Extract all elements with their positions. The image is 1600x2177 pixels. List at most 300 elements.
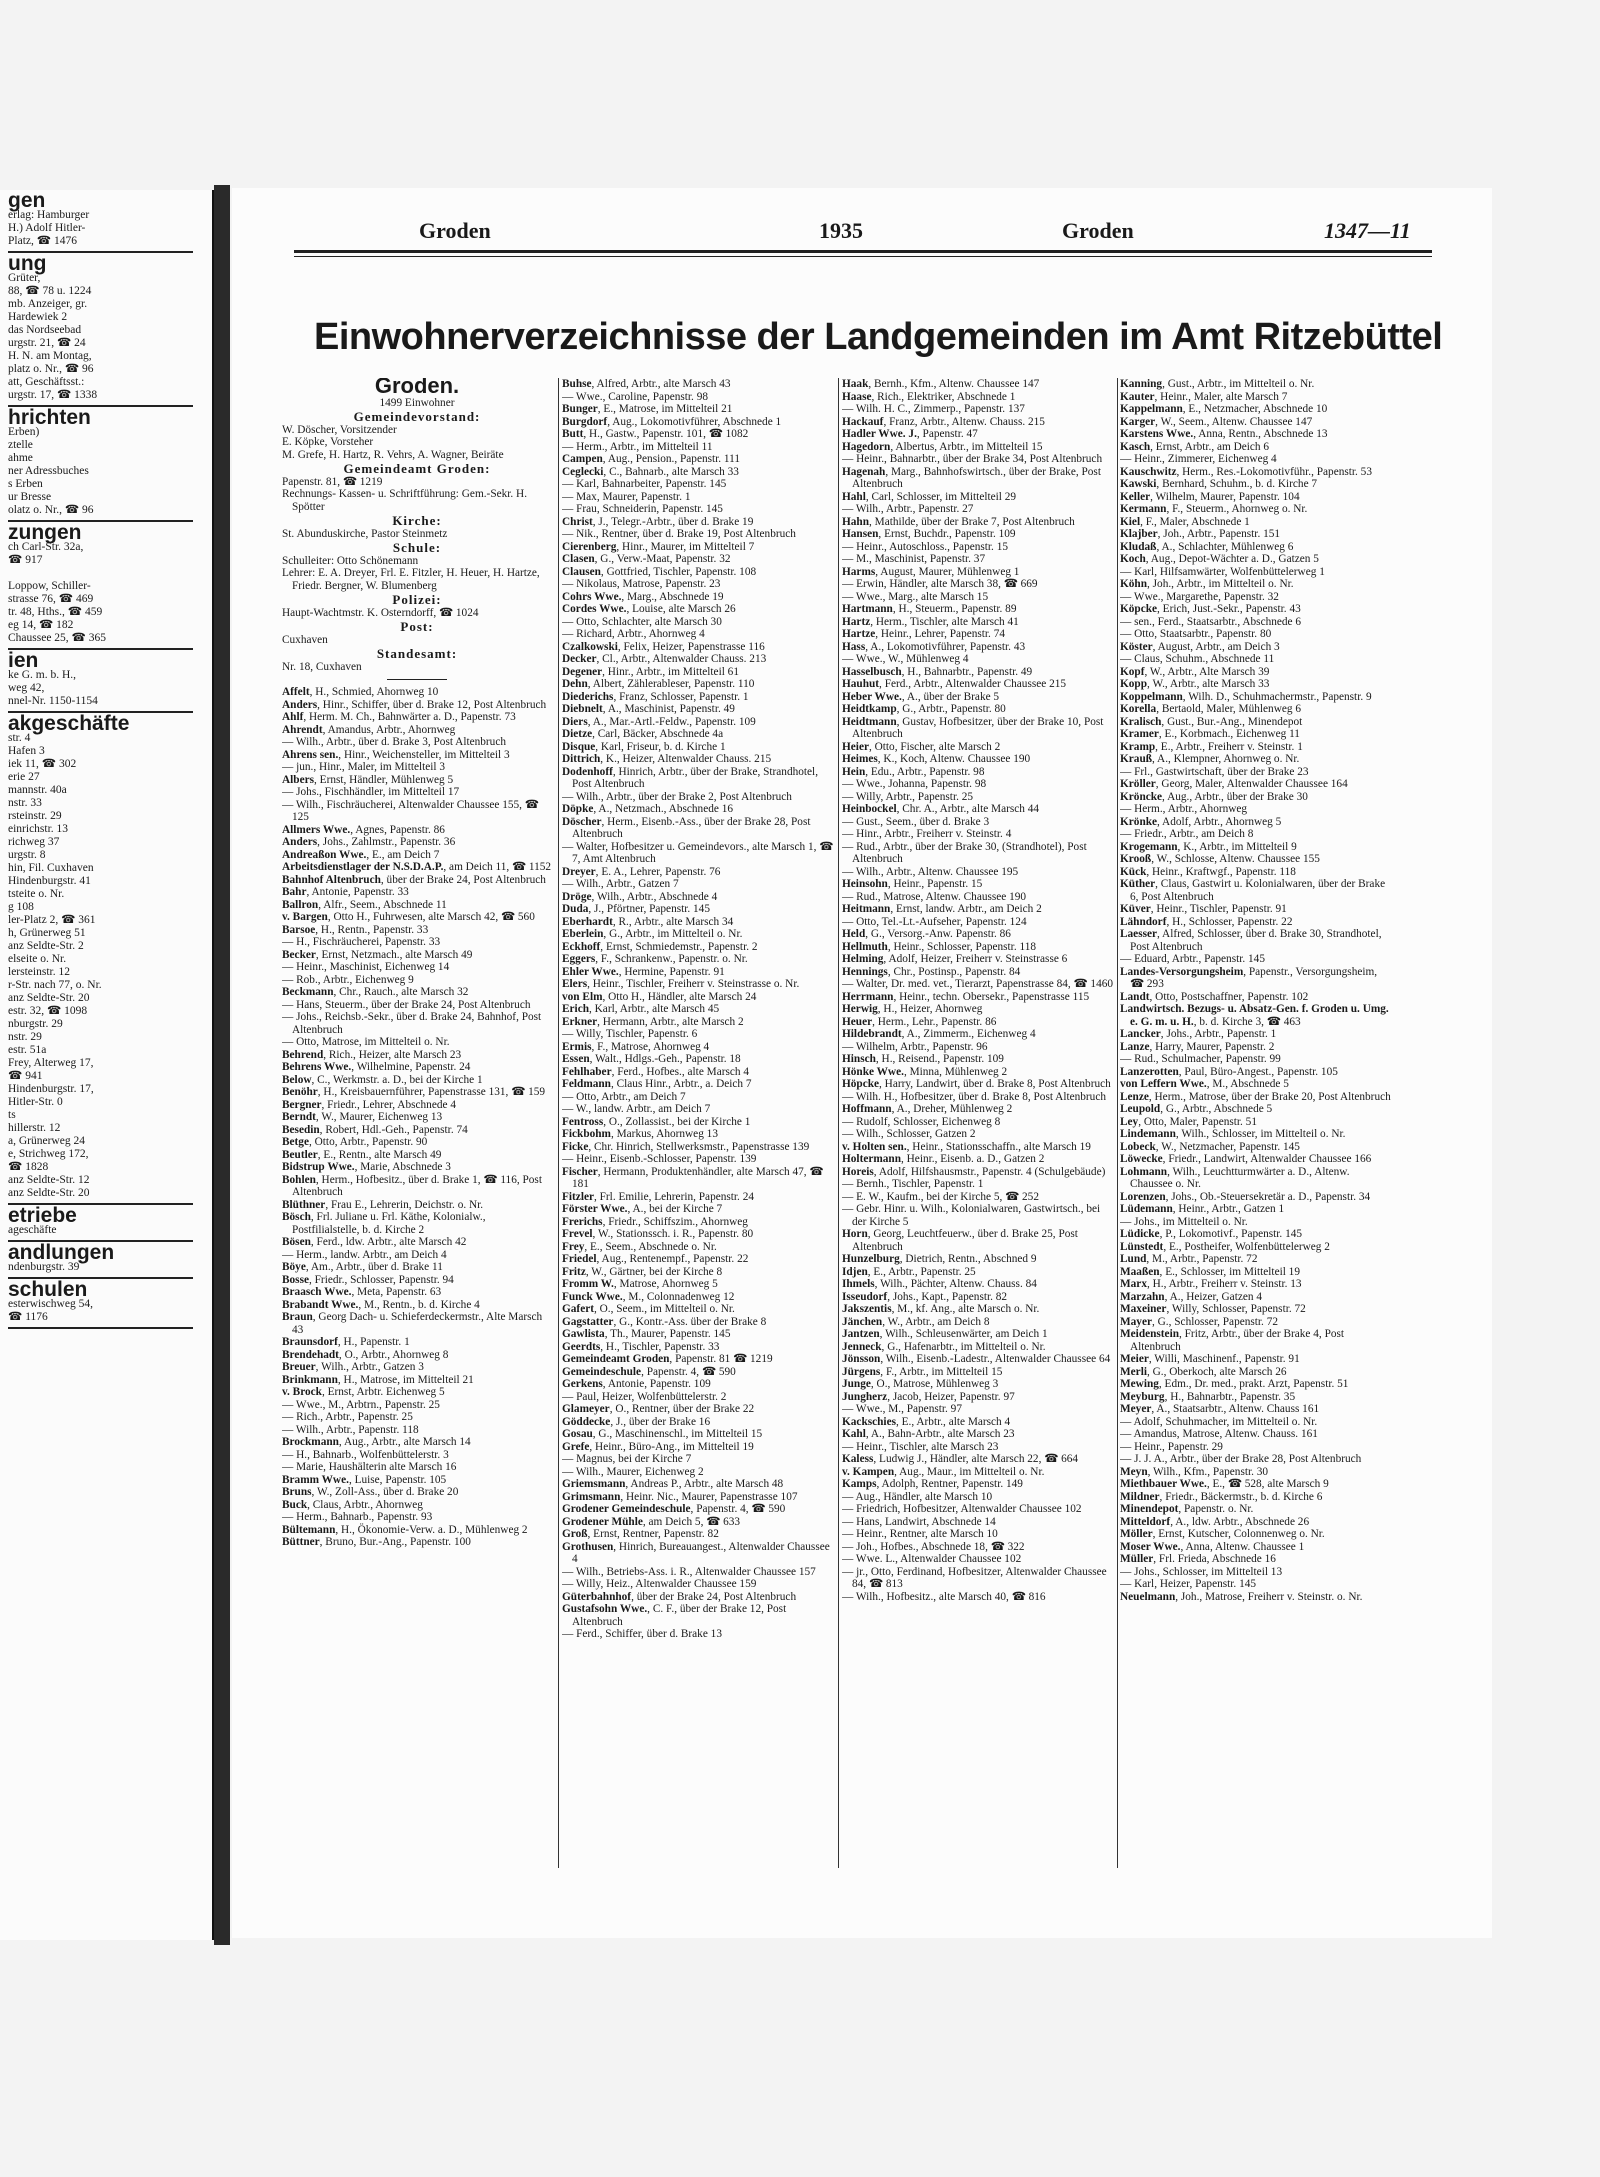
directory-entry: Leupold, G., Arbtr., Abschnede 5 xyxy=(1120,1103,1273,1115)
left-line: urgstr. 17, ☎ 1338 xyxy=(8,389,98,401)
directory-entry: — Otto, Staatsarbtr., Papenstr. 80 xyxy=(1120,628,1272,640)
directory-entry: Bramm Wwe., Luise, Papenstr. 105 xyxy=(282,1473,447,1486)
directory-entry: Lohmann, Wilh., Leuchtturmwärter a. D., Altenw. Chaussee o. Nr. xyxy=(1120,1165,1350,1190)
column-3 xyxy=(842,378,1114,1858)
info-line: Rechnungs- Kassen- u. Schriftführung: Gem.-Sekr. H. Spötter xyxy=(282,488,528,513)
directory-entry: Hadler Wwe. J., Papenstr. 47 xyxy=(842,428,978,440)
directory-entry: — Heinr., Papenstr. 29 xyxy=(1120,1440,1223,1453)
directory-entry: — Wilh., Arbtr., über d. Brake 3, Post Altenbruch xyxy=(282,736,506,748)
directory-entry: Marx, H., Arbtr., Freiherr v. Steinstr. 13 xyxy=(1120,1278,1302,1290)
directory-entry: Klajber, Joh., Arbtr., Papenstr. 151 xyxy=(1120,528,1281,540)
directory-entry: Hass, A., Lokomotivführer, Papenstr. 43 xyxy=(842,640,1026,653)
directory-entry: Albers, Ernst, Händler, Mühlenweg 5 xyxy=(282,773,454,786)
directory-entry: Fickbohm, Markus, Ahornweg 13 xyxy=(562,1128,718,1140)
directory-entry: Lanze, Harry, Maurer, Papenstr. 2 xyxy=(1120,1040,1275,1053)
directory-entry: — Wilh., Arbtr., Gatzen 7 xyxy=(562,878,679,890)
directory-entry: — J. J. A., Arbtr., über der Brake 28, Post Altenbruch xyxy=(1120,1453,1362,1465)
directory-entry: — Frau, Schneiderin, Papenstr. 145 xyxy=(562,503,723,515)
directory-entry: Krogemann, K., Arbtr., im Mittelteil 9 xyxy=(1120,840,1297,853)
directory-entry: — E. W., Kaufm., bei der Kirche 5, ☎ 252 xyxy=(842,1190,1039,1203)
left-line: erie 27 xyxy=(8,771,40,783)
directory-entry: Buhse, Alfred, Arbtr., alte Marsch 43 xyxy=(562,378,731,390)
directory-entry: Moser Wwe., Anna, Altenw. Chaussee 1 xyxy=(1120,1540,1305,1553)
directory-entry: Dreyer, E. A., Lehrer, Papenstr. 76 xyxy=(562,865,721,878)
directory-entry: — jun., Hinr., Maler, im Mittelteil 3 xyxy=(282,761,446,773)
office-title: Gemeindeamt Groden: xyxy=(343,461,491,476)
left-line: Hardewiek 2 xyxy=(8,311,68,323)
directory-entry: — H., Bahnarb., Wolfenbüttelerstr. 3 xyxy=(282,1448,449,1461)
directory-entry: — Wwe., W., Mühlenweg 4 xyxy=(842,653,969,665)
directory-entry: — Richard, Arbtr., Ahornweg 4 xyxy=(562,628,705,640)
left-line: nstr. 29 xyxy=(8,1031,42,1043)
directory-entry: Ballron, Alfr., Seem., Abschnede 11 xyxy=(282,898,447,911)
left-line: str. 4 xyxy=(8,732,31,744)
directory-entry: Karstens Wwe., Anna, Rentn., Abschnede 13 xyxy=(1120,428,1328,440)
directory-entry: — Karl, Hilfsamwärter, Wolfenbüttelerweg 1 xyxy=(1120,565,1325,578)
directory-entry: Breuer, Wilh., Arbtr., Gatzen 3 xyxy=(282,1361,424,1373)
directory-entry: Kasch, Ernst, Arbtr., am Deich 6 xyxy=(1120,440,1270,453)
left-line: ndenburgstr. 39 xyxy=(8,1261,80,1273)
separator-rule xyxy=(387,679,447,680)
left-line: hillerstr. 12 xyxy=(8,1122,61,1134)
directory-entry: Neuelmann, Joh., Matrose, Freiherr v. Steinstr. o. Nr. xyxy=(1120,1590,1363,1603)
header-right: Groden xyxy=(1062,218,1134,243)
directory-entry: Braunsdorf, H., Papenstr. 1 xyxy=(282,1336,410,1348)
directory-entry: Funck Wwe., M., Colonnadenweg 12 xyxy=(562,1290,735,1303)
directory-entry: Lüdicke, P., Lokomotivf., Papenstr. 145 xyxy=(1120,1228,1303,1240)
directory-entry: Küver, Heinr., Tischler, Papenstr. 91 xyxy=(1120,903,1287,915)
directory-entry: Brendehadt, O., Arbtr., Ahornweg 8 xyxy=(282,1348,449,1361)
directory-entry: Landt, Otto, Postschaffner, Papenstr. 102 xyxy=(1120,990,1309,1003)
directory-entry: Bösch, Frl. Juliane u. Frl. Käthe, Kolonialw., Postfilialstelle, b. d. Kirche 2 xyxy=(282,1211,486,1236)
directory-entry: — Joh., Hofbes., Abschnede 18, ☎ 322 xyxy=(842,1540,1025,1553)
directory-entry: Arbeitsdienstlager der N.S.D.A.P., am Deich 11, ☎ 1152 xyxy=(282,861,552,873)
directory-entry: Barsoe, H., Rentn., Papenstr. 33 xyxy=(282,923,429,936)
directory-entry: Bergner, Friedr., Lehrer, Abschnede 4 xyxy=(282,1098,456,1111)
directory-entry: Affelt, H., Schmied, Ahornweg 10 xyxy=(282,686,439,698)
directory-entry: Hagenah, Marg., Bahnhofswirtsch., über der Brake, Post Altenbruch xyxy=(842,465,1101,490)
section-heading: Groden. xyxy=(374,378,460,398)
directory-entry: Betge, Otto, Arbtr., Papenstr. 90 xyxy=(282,1136,428,1148)
directory-entry: Benöhr, H., Kreisbauernführer, Papenstrasse 131, ☎ 159 xyxy=(282,1086,546,1098)
left-line: Platz, ☎ 1476 xyxy=(8,235,77,247)
directory-entry: — Otto, Tel.-Lt.-Aufseher, Papenstr. 124 xyxy=(842,915,1027,928)
directory-entry: Erkner, Hermann, Arbtr., alte Marsch 2 xyxy=(562,1015,744,1028)
directory-entry: Brinkmann, H., Matrose, im Mittelteil 21 xyxy=(282,1373,474,1386)
directory-entry: Minendepot, Papenstr. o. Nr. xyxy=(1120,1503,1254,1515)
directory-entry: Junge, O., Matrose, Mühlenweg 3 xyxy=(842,1378,999,1390)
directory-entry: Heinbockel, Chr. A., Arbtr., alte Marsch 44 xyxy=(842,803,1040,815)
directory-entry: Fentross, O., Zollassist., bei der Kirche 1 xyxy=(562,1115,751,1128)
directory-entry: Isseudorf, Johs., Kapt., Papenstr. 82 xyxy=(842,1290,1008,1303)
left-line: ☎ 1176 xyxy=(8,1311,48,1323)
directory-entry: Disque, Karl, Friseur, b. d. Kirche 1 xyxy=(562,740,726,753)
left-line: ageschäfte xyxy=(8,1224,57,1236)
directory-entry: Decker, Cl., Arbtr., Altenwalder Chauss. 213 xyxy=(562,653,767,665)
directory-entry: Gerkens, Antonie, Papenstr. 109 xyxy=(562,1378,711,1390)
directory-entry: — W., landw. Arbtr., am Deich 7 xyxy=(562,1103,711,1115)
directory-entry: — Willy, Heiz., Altenwalder Chaussee 159 xyxy=(562,1578,757,1590)
directory-entry: Lorenzen, Johs., Ob.-Steuersekretär a. D., Papenstr. 34 xyxy=(1120,1190,1371,1203)
column-2 xyxy=(562,378,834,1858)
left-heading: etriebe xyxy=(8,1204,77,1227)
directory-entry: Friedel, Aug., Rentenempf., Papenstr. 22 xyxy=(562,1253,749,1265)
directory-entry: Lähndorf, H., Schlosser, Papenstr. 22 xyxy=(1120,915,1293,928)
directory-entry: Horeis, Adolf, Hilfshausmstr., Papenstr. 4 (Schulgebäude) xyxy=(842,1165,1106,1178)
directory-entry: — Marie, Haushälterin alte Marsch 16 xyxy=(282,1461,457,1473)
directory-entry: — Karl, Heizer, Papenstr. 145 xyxy=(1120,1578,1257,1590)
directory-entry: Jürgens, F., Arbtr., im Mittelteil 15 xyxy=(842,1365,1003,1378)
directory-entry: — Claus, Schuhm., Abschnede 11 xyxy=(1120,653,1275,665)
directory-entry: — Eduard, Arbtr., Papenstr. 145 xyxy=(1120,953,1265,965)
directory-entry: — Heinr., Maschinist, Eichenweg 14 xyxy=(282,961,450,973)
directory-entry: Dröge, Wilh., Arbtr., Abschnede 4 xyxy=(562,890,718,903)
directory-entry: — Wwe., Caroline, Papenstr. 98 xyxy=(562,390,708,403)
directory-entry: — Gebr. Hinr. u. Wilh., Kolonialwaren, Gastwirtsch., bei der Kirche 5 xyxy=(842,1203,1101,1228)
directory-entry: Kermann, F., Steuerm., Ahornweg o. Nr. xyxy=(1120,503,1308,515)
directory-entry: Güterbahnhof, über der Brake 24, Post Altenbruch xyxy=(562,1590,797,1603)
directory-entry: Mewing, Edm., Dr. med., prakt. Arzt, Papenstr. 51 xyxy=(1120,1378,1349,1390)
directory-entry: Heinsohn, Heinr., Papenstr. 15 xyxy=(842,878,983,890)
directory-entry: Bidstrup Wwe., Marie, Abschnede 3 xyxy=(282,1161,451,1173)
left-line: urgstr. 21, ☎ 24 xyxy=(8,337,86,349)
directory-entry: — M., Maschinist, Papenstr. 37 xyxy=(842,553,986,565)
left-line: Hindenburgstr. 41 xyxy=(8,875,91,887)
left-heading: gen xyxy=(8,190,46,212)
directory-entry: — Wilh. H., Hofbesitzer, über d. Brake 8, Post Altenbruch xyxy=(842,1090,1106,1103)
directory-entry: — Wilh., Arbtr., Papenstr. 118 xyxy=(282,1423,419,1436)
directory-entry: Allmers Wwe., Agnes, Papenstr. 86 xyxy=(282,823,445,836)
directory-entry: Gafert, O., Seem., im Mittelteil o. Nr. xyxy=(562,1303,735,1315)
info-line: M. Grefe, H. Hartz, R. Vehrs, A. Wagner, Beiräte xyxy=(282,448,504,461)
directory-entry: Eberlein, G., Arbtr., im Mittelteil o. Nr. xyxy=(562,928,743,940)
directory-entry: Bruns, W., Zoll-Ass., über d. Brake 20 xyxy=(282,1486,459,1498)
directory-entry: Andreaßon Wwe., E., am Deich 7 xyxy=(282,848,440,861)
directory-entry: Lünstedt, E., Postheifer, Wolfenbüttelerweg 2 xyxy=(1120,1240,1330,1253)
directory-entry: Feldmann, Claus Hinr., Arbtr., a. Deich 7 xyxy=(562,1078,752,1090)
header-left: Groden xyxy=(419,218,491,243)
page-title: Einwohnerverzeichnisse der Landgemeinden im Amt Ritzebüttel xyxy=(314,316,1443,358)
directory-entry: Besedin, Robert, Hdl.-Geh., Papenstr. 74 xyxy=(282,1123,468,1136)
left-line: estr. 32, ☎ 1098 xyxy=(8,1005,88,1017)
left-line: strasse 76, ☎ 469 xyxy=(8,593,94,605)
directory-entry: Clasen, G., Verw.-Maat, Papenstr. 32 xyxy=(562,553,731,565)
left-line: das Nordseebad xyxy=(8,324,82,336)
directory-entry: — Johs., im Mittelteil o. Nr. xyxy=(1120,1215,1248,1228)
left-line: anz Seldte-Str. 20 xyxy=(8,1187,90,1199)
left-line: einrichstr. 13 xyxy=(8,823,69,835)
directory-entry: — Heinr., Rentner, alte Marsch 10 xyxy=(842,1528,998,1540)
directory-entry: Gagstatter, G., Kontr.-Ass. über der Brake 8 xyxy=(562,1315,767,1328)
directory-entry: — Hans, Steuerm., über der Brake 24, Post Altenbruch xyxy=(282,998,531,1011)
directory-entry: Döscher, Herm., Eisenb.-Ass., über der Brake 28, Post Altenbruch xyxy=(562,815,811,840)
directory-entry: Fehlhaber, Ferd., Hofbes., alte Marsch 4 xyxy=(562,1065,750,1078)
page-number: 1347—11 xyxy=(1324,218,1411,243)
left-line: estr. 51a xyxy=(8,1044,47,1056)
left-heading: akgeschäfte xyxy=(8,712,130,735)
directory-entry: Kramp, E., Arbtr., Freiherr v. Steinstr. 1 xyxy=(1120,740,1303,753)
police-lines xyxy=(282,607,552,620)
info-line: Papenstr. 81, ☎ 1219 xyxy=(282,475,383,488)
directory-entry: Gosau, G., Maschinenschl., im Mittelteil 15 xyxy=(562,1428,763,1440)
book-gutter xyxy=(214,185,230,1945)
directory-entry: von Leffern Wwe., M., Abschnede 5 xyxy=(1120,1078,1289,1090)
info-line: W. Döscher, Vorsitzender xyxy=(282,423,397,436)
directory-entry: — Heinr., Autoschloss., Papenstr. 15 xyxy=(842,540,1008,553)
left-line: h, Grünerweg 51 xyxy=(8,927,86,939)
directory-entry: Hinsch, H., Reisend., Papenstr. 109 xyxy=(842,1053,1004,1065)
directory-entry: Bohlen, Herm., Hofbesitz., über d. Brake 1, ☎ 116, Post Altenbruch xyxy=(282,1173,542,1198)
left-line: ner Adressbuches xyxy=(8,465,89,477)
directory-entry: — Gust., Seem., über d. Brake 3 xyxy=(842,815,990,828)
directory-entry: Bahnhof Altenbruch, über der Brake 24, Post Altenbruch xyxy=(282,873,546,886)
left-heading: zungen xyxy=(8,521,82,544)
directory-entry: Laesser, Alfred, Schlosser, über d. Brake 30, Strandhotel, Post Altenbruch xyxy=(1120,928,1382,953)
directory-entry: Kralisch, Gust., Bur.-Ang., Minendepot xyxy=(1120,715,1303,728)
left-line: elseite o. Nr. xyxy=(8,953,67,965)
office-lines xyxy=(282,476,552,514)
left-line: ur Bresse xyxy=(8,491,52,503)
directory-entry: Kackschies, E., Arbtr., alte Marsch 4 xyxy=(842,1415,1011,1428)
directory-entry: Hartze, Heinr., Lehrer, Papenstr. 74 xyxy=(842,628,1005,640)
directory-entry: — Adolf, Schuhmacher, im Mittelteil o. Nr. xyxy=(1120,1415,1318,1428)
left-line: ahme xyxy=(8,452,33,464)
directory-entry: Hein, Edu., Arbtr., Papenstr. 98 xyxy=(842,765,985,778)
directory-entry: — Wilh., Maurer, Eichenweg 2 xyxy=(562,1465,704,1478)
directory-entry: Brockmann, Aug., Arbtr., alte Marsch 14 xyxy=(282,1436,471,1448)
directory-entry: Hunzelburg, Dietrich, Rentn., Abschned 9 xyxy=(842,1253,1037,1265)
directory-entry: Kauschwitz, Herm., Res.-Lokomotivführ., Papenstr. 53 xyxy=(1120,465,1372,478)
left-line: ☎ 1828 xyxy=(8,1161,49,1173)
directory-entry: Becker, Ernst, Netzmach., alte Marsch 49 xyxy=(282,948,473,961)
directory-entry: Campen, Aug., Pension., Papenstr. 111 xyxy=(562,453,741,465)
info-line: Haupt-Wachtmstr. K. Osterndorff, ☎ 1024 xyxy=(282,606,479,619)
left-line: rsteinstr. 29 xyxy=(8,810,62,822)
left-line: ts xyxy=(8,1109,16,1121)
directory-entry: Harms, August, Maurer, Mühlenweg 1 xyxy=(842,565,1020,578)
left-line: olatz o. Nr., ☎ 96 xyxy=(8,504,94,516)
directory-entry: Meier, Willi, Maschinenf., Papenstr. 91 xyxy=(1120,1353,1300,1365)
directory-entry: — Wwe., M., Arbtrn., Papenstr. 25 xyxy=(282,1398,440,1411)
directory-entry: Göddecke, J., über der Brake 16 xyxy=(562,1415,711,1428)
directory-entry: Hahl, Carl, Schlosser, im Mittelteil 29 xyxy=(842,490,1017,503)
left-line: Hitler-Str. 0 xyxy=(8,1096,63,1108)
directory-entry: Hönke Wwe., Minna, Mühlenweg 2 xyxy=(842,1065,1008,1078)
directory-entry: — Wwe., M., Papenstr. 97 xyxy=(842,1403,962,1415)
directory-entry: — Willy, Arbtr., Papenstr. 25 xyxy=(842,790,974,803)
directory-entry: Krauß, A., Klempner, Ahornweg o. Nr. xyxy=(1120,753,1300,765)
left-line: tr. 48, Hths., ☎ 459 xyxy=(8,606,103,618)
directory-entry: — Rob., Arbtr., Eichenweg 9 xyxy=(282,973,414,986)
directory-entry: — Walter, Dr. med. vet., Tierarzt, Papenstrasse 84, ☎ 1460 xyxy=(842,978,1114,990)
directory-entry: Hellmuth, Heinr., Schlosser, Papenstr. 118 xyxy=(842,940,1036,953)
directory-entry: Löwecke, Friedr., Landwirt, Altenwalder Chaussee 166 xyxy=(1120,1153,1372,1165)
directory-entry: Hagedorn, Albertus, Arbtr., im Mittelteil 15 xyxy=(842,440,1043,453)
directory-entry: Fitzler, Frl. Emilie, Lehrerin, Papenstr. 24 xyxy=(562,1190,754,1203)
left-line: Hafen 3 xyxy=(8,745,45,757)
directory-entry: Anders, Hinr., Schiffer, über d. Brake 12, Post Altenbruch xyxy=(282,698,547,711)
directory-entry: Krönke, Adolf, Arbtr., Ahornweg 5 xyxy=(1120,815,1282,828)
directory-entry: Meyburg, H., Bahnarbtr., Papenstr. 35 xyxy=(1120,1390,1296,1403)
directory-entry: Koch, Aug., Depot-Wächter a. D., Gatzen 5 xyxy=(1120,553,1319,565)
directory-entry: Böye, Am., Arbtr., über d. Brake 11 xyxy=(282,1261,443,1273)
directory-entry: Lüdemann, Heinr., Arbtr., Gatzen 1 xyxy=(1120,1203,1285,1215)
post-lines xyxy=(282,634,552,647)
directory-entry: — Otto, Arbtr., am Deich 7 xyxy=(562,1090,686,1103)
directory-entry: — Karl, Bahnarbeiter, Papenstr. 145 xyxy=(562,478,727,490)
directory-entry: — Wilh., Hofbesitz., alte Marsch 40, ☎ 816 xyxy=(842,1590,1046,1603)
left-line: mb. Anzeiger, gr. xyxy=(8,298,88,310)
directory-entry: Mayer, G., Schlosser, Papenstr. 72 xyxy=(1120,1315,1279,1328)
directory-entry: Kaless, Ludwig J., Händler, alte Marsch 22, ☎ 664 xyxy=(842,1453,1079,1465)
directory-entry: Fischer, Hermann, Produktenhändler, alte Marsch 47, ☎ 181 xyxy=(562,1165,824,1190)
directory-entry: — Paul, Heizer, Wolfenbüttelerstr. 2 xyxy=(562,1390,727,1403)
directory-entry: Miethbauer Wwe., E., ☎ 528, alte Marsch 9 xyxy=(1120,1478,1329,1490)
directory-entry: — Otto, Matrose, im Mittelteil o. Nr. xyxy=(282,1036,450,1048)
left-line: iek 11, ☎ 302 xyxy=(8,758,77,770)
directory-entry: — Herm., Arbtr., Ahornweg xyxy=(1120,803,1248,815)
header-year: 1935 xyxy=(819,218,863,243)
directory-entry: Maxeiner, Willy, Schlosser, Papenstr. 72 xyxy=(1120,1303,1306,1315)
directory-entry: Heidtmann, Gustav, Hofbesitzer, über der Brake 10, Post Altenbruch xyxy=(842,715,1104,740)
directory-entry: Heidtkamp, G., Arbtr., Papenstr. 80 xyxy=(842,703,1006,715)
directory-entry: Helming, Adolf, Heizer, Freiherr v. Steinstrasse 6 xyxy=(842,953,1068,965)
directory-entry: von Elm, Otto H., Händler, alte Marsch 24 xyxy=(562,990,757,1003)
directory-entry: — Wwe., Marg., alte Marsch 15 xyxy=(842,590,989,603)
directory-entry: — Nikolaus, Matrose, Papenstr. 23 xyxy=(562,578,721,590)
directory-entry: Essen, Walt., Hdlgs.-Geh., Papenstr. 18 xyxy=(562,1053,741,1065)
directory-entry: Möller, Ernst, Kutscher, Colonnenweg o. Nr. xyxy=(1120,1528,1325,1540)
directory-entry: — Johs., Reichsb.-Sekr., über d. Brake 24, Bahnhof, Post Altenbruch xyxy=(282,1011,542,1036)
church-lines xyxy=(282,528,552,541)
directory-entry: Mildner, Friedr., Bäckermstr., b. d. Kirche 6 xyxy=(1120,1490,1323,1503)
directory-entry: — Nik., Rentner, über d. Brake 19, Post Altenbruch xyxy=(562,528,796,540)
directory-entry: Fritz, W., Gärtner, bei der Kirche 8 xyxy=(562,1265,723,1278)
directory-entry: Kopf, W., Arbtr., Alte Marsch 39 xyxy=(1120,665,1270,678)
directory-entry: Czalkowski, Felix, Heizer, Papenstrasse 116 xyxy=(562,640,765,653)
left-line: anz Seldte-Str. 12 xyxy=(8,1174,90,1186)
directory-entry: Erich, Karl, Arbtr., alte Marsch 45 xyxy=(562,1003,720,1015)
directory-entry: — Heinr., Tischler, alte Marsch 23 xyxy=(842,1440,999,1453)
left-line: lersteinstr. 12 xyxy=(8,966,70,978)
directory-entry: Jänchen, W., Arbtr., am Deich 8 xyxy=(842,1315,990,1328)
directory-entry: Clausen, Gottfried, Tischler, Papenstr. 108 xyxy=(562,565,757,578)
directory-entry: Hauhut, Ferd., Arbtr., Altenwalder Chaussee 215 xyxy=(842,678,1067,690)
directory-entry: Gemeindeamt Groden, Papenstr. 81 ☎ 1219 xyxy=(562,1353,773,1365)
directory-entry: Griemsmann, Andreas P., Arbtr., alte Marsch 48 xyxy=(562,1478,784,1490)
left-page-fragment xyxy=(0,190,214,1940)
directory-entry: Krooß, W., Schlosse, Altenw. Chaussee 155 xyxy=(1120,853,1320,865)
directory-entry: — Willy, Tischler, Papenstr. 6 xyxy=(562,1028,698,1040)
directory-entry: Diederichs, Franz, Schlosser, Papenstr. 1 xyxy=(562,690,749,703)
directory-entry: Brabandt Wwe., M., Rentn., b. d. Kirche 4 xyxy=(282,1298,480,1311)
directory-entry: — Rud., Matrose, Altenw. Chaussee 190 xyxy=(842,890,1027,903)
directory-entry: v. Bargen, Otto H., Fuhrwesen, alte Marsch 42, ☎ 560 xyxy=(282,911,535,923)
directory-entry: Hahn, Mathilde, über der Brake 7, Post Altenbruch xyxy=(842,515,1075,528)
directory-entry: Ahrendt, Amandus, Arbtr., Ahornweg xyxy=(282,723,456,736)
directory-entry: — Wwe., Johanna, Papenstr. 98 xyxy=(842,778,987,790)
directory-entry: Jönsson, Wilh., Eisenb.-Ladestr., Altenwalder Chaussee 64 xyxy=(842,1353,1111,1365)
directory-entry: Jakszentis, M., kf. Ang., alte Marsch o. Nr. xyxy=(842,1303,1040,1315)
directory-entry: Dodenhoff, Hinrich, Arbtr., über der Brake, Strandhotel, Post Altenbruch xyxy=(562,765,819,790)
left-rule xyxy=(8,1327,193,1329)
directory-entry: Köhn, Joh., Arbtr., im Mittelteil o. Nr. xyxy=(1120,578,1294,590)
left-line: platz o. Nr., ☎ 96 xyxy=(8,363,94,375)
left-line: richweg 37 xyxy=(8,836,60,848)
left-line: e, Strichweg 172, xyxy=(8,1148,89,1160)
left-line: weg 42, xyxy=(8,682,45,694)
left-line: eg 14, ☎ 182 xyxy=(8,619,74,631)
directory-entry: — H., Fischräucherei, Papenstr. 33 xyxy=(282,936,441,948)
directory-page xyxy=(232,188,1492,1938)
directory-entry: v. Holten sen., Heinr., Stationsschaffn., alte Marsch 19 xyxy=(842,1140,1091,1153)
header-rule-thin xyxy=(294,256,1432,257)
directory-entry: Lindemann, Wilh., Schlosser, im Mittelteil o. Nr. xyxy=(1120,1128,1346,1140)
left-line: anz Seldte-Str. 2 xyxy=(8,940,84,952)
directory-entry: Cohrs Wwe., Marg., Abschnede 19 xyxy=(562,590,724,603)
directory-entry: Küther, Claus, Gastwirt u. Kolonialwaren, über der Brake 6, Post Altenbruch xyxy=(1120,878,1386,903)
directory-entry: Hoffmann, A., Dreher, Mühlenweg 2 xyxy=(842,1103,1013,1115)
left-line: H. N. am Montag, xyxy=(8,350,92,362)
header-rule xyxy=(294,250,1432,253)
directory-entry: Burgdorf, Aug., Lokomotivführer, Abschnede 1 xyxy=(562,415,782,428)
directory-entry: Frevel, W., Stationssch. i. R., Papenstr. 80 xyxy=(562,1228,754,1240)
directory-entry: Eckhoff, Ernst, Schmiedemstr., Papenstr. 2 xyxy=(562,940,758,953)
left-line: erlag: Hamburger xyxy=(8,209,90,221)
info-line: E. Köpke, Vorsteher xyxy=(282,436,374,448)
left-heading: hrichten xyxy=(8,406,91,429)
left-line: urgstr. 8 xyxy=(8,849,46,861)
directory-entry: Hartz, Herm., Tischler, alte Marsch 41 xyxy=(842,615,1019,628)
directory-entry: Bültemann, H., Ökonomie-Verw. a. D., Mühlenweg 2 xyxy=(282,1523,528,1536)
directory-entry: Heitmann, Ernst, landw. Arbtr., am Deich 2 xyxy=(842,903,1042,915)
directory-entry: Glameyer, O., Rentner, über der Brake 22 xyxy=(562,1403,755,1415)
directory-entry: Heimes, K., Koch, Altenw. Chaussee 190 xyxy=(842,753,1031,765)
left-line: ch Carl-Str. 32a, xyxy=(8,541,84,553)
left-heading: ung xyxy=(8,252,47,275)
directory-entry: — Johs., Fischhändler, im Mittelteil 17 xyxy=(282,786,460,798)
left-line: Frey, Alterweg 17, xyxy=(8,1057,94,1069)
left-line: ☎ 941 xyxy=(8,1070,43,1082)
directory-entry: Müller, Frl. Frieda, Abschnede 16 xyxy=(1120,1553,1276,1565)
left-line: nburgstr. 29 xyxy=(8,1018,63,1030)
directory-entry: Haase, Rich., Elektriker, Abschnede 1 xyxy=(842,390,1016,403)
directory-entry: Merli, G., Oberkoch, alte Marsch 26 xyxy=(1120,1365,1287,1378)
left-line: H.) Adolf Hitler- xyxy=(8,222,86,234)
directory-entry: Kanning, Gust., Arbtr., im Mittelteil o. Nr. xyxy=(1120,378,1315,390)
directory-entry: — Friedr., Arbtr., am Deich 8 xyxy=(1120,828,1254,840)
directory-entry: — Wilhelm, Arbtr., Papenstr. 96 xyxy=(842,1040,988,1053)
directory-entry: Gustafsohn Wwe., C. F., über der Brake 12, Post Altenbruch xyxy=(562,1603,787,1628)
directory-entry: — Heinr., Zimmerer, Eichenweg 4 xyxy=(1120,453,1277,465)
directory-entry: Hackauf, Franz, Arbtr., Altenw. Chauss. 215 xyxy=(842,415,1045,428)
directory-entry: — sen., Ferd., Staatsarbtr., Abschnede 6 xyxy=(1120,615,1302,628)
column-divider xyxy=(1117,378,1118,1868)
directory-entry: Hansen, Ernst, Buchdr., Papenstr. 109 xyxy=(842,528,1016,540)
directory-entry: Herrmann, Heinr., techn. Obersekr., Papenstrasse 115 xyxy=(842,990,1090,1003)
directory-entry: Kopp, W., Arbtr., alte Marsch 33 xyxy=(1120,678,1270,690)
directory-entry: Meidenstein, Fritz, Arbtr., über der Brake 4, Post Altenbruch xyxy=(1120,1328,1345,1353)
directory-entry: Kück, Heinr., Kraftwgf., Papenstr. 118 xyxy=(1120,865,1296,878)
directory-entry: Koppelmann, Wilh. D., Schuhmachermstr., Papenstr. 9 xyxy=(1120,690,1372,703)
directory-entry: Behrend, Rich., Heizer, alte Marsch 23 xyxy=(282,1048,462,1061)
directory-entry: Ermis, F., Matrose, Ahornweg 4 xyxy=(562,1040,710,1053)
directory-entry: Karger, W., Seem., Altenw. Chaussee 147 xyxy=(1120,415,1313,428)
left-line: ler-Platz 2, ☎ 361 xyxy=(8,914,96,926)
directory-entry: — Herm., landw. Arbtr., am Deich 4 xyxy=(282,1248,447,1261)
directory-entry: Fromm W., Matrose, Ahornweg 5 xyxy=(562,1278,718,1290)
directory-entry: Grodener Gemeindeschule, Papenstr. 4, ☎ 590 xyxy=(562,1503,786,1515)
